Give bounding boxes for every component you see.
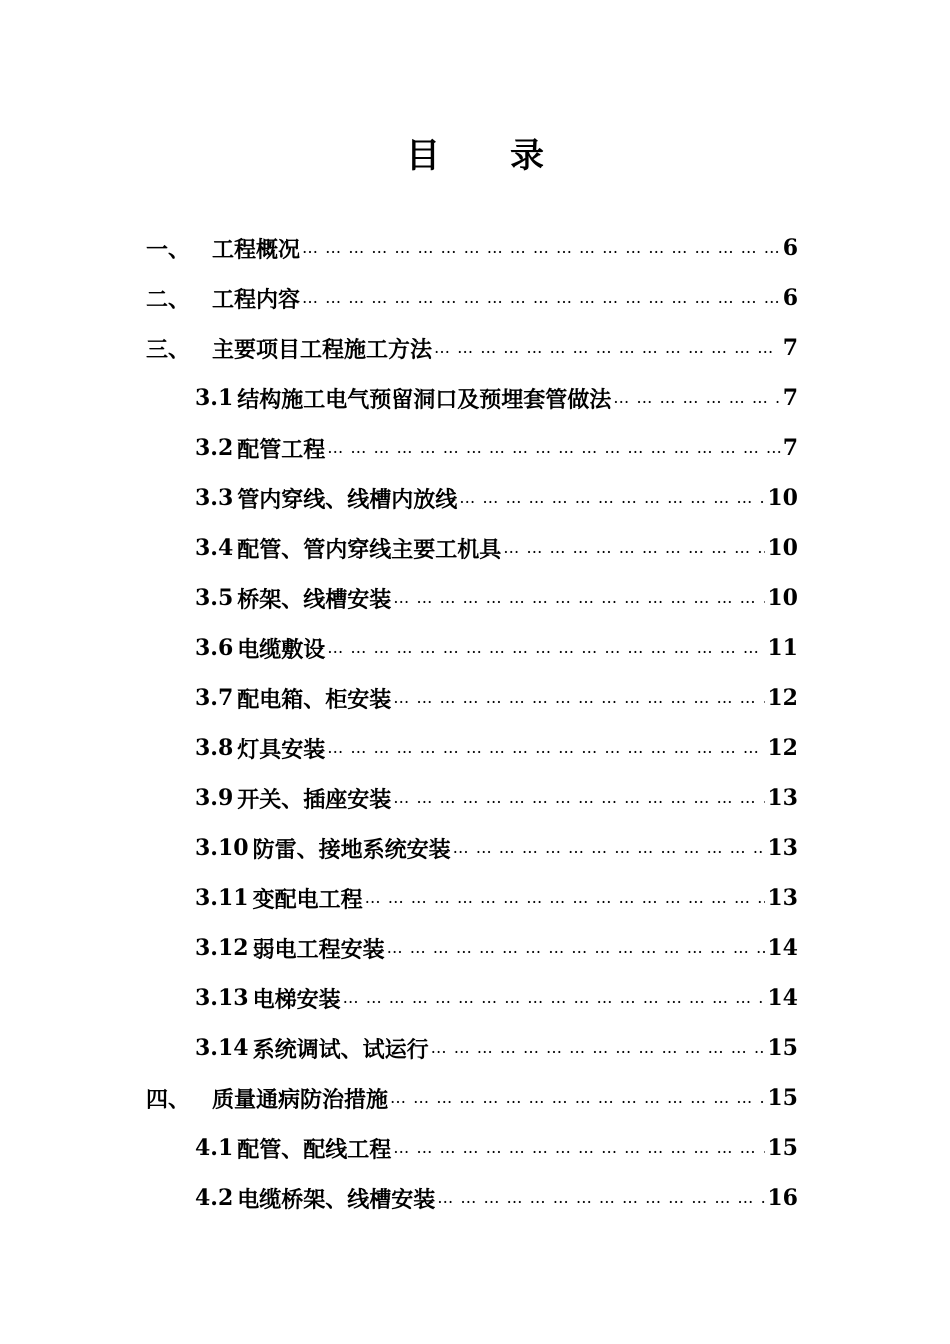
toc-dot-leader — [503, 528, 765, 568]
toc-entry-label: 工程概况 — [212, 236, 301, 263]
toc-entry-page: 10 — [767, 585, 798, 611]
toc-entry-label: 配管、管内穿线主要工机具 — [237, 536, 502, 563]
toc-entry-number: 4.1 — [195, 1135, 234, 1161]
toc-entry[interactable] — [195, 628, 798, 668]
toc-entry-number: 3.4 — [195, 535, 234, 561]
toc-entry-number: 四、 — [146, 1086, 191, 1113]
toc-entry-number: 3.13 — [195, 985, 249, 1011]
toc-entry-page: 13 — [767, 885, 798, 911]
toc-dot-leader — [387, 928, 766, 968]
title-char-2: 录 — [510, 136, 544, 176]
toc-entry-label: 配管、配线工程 — [237, 1136, 392, 1163]
toc-entry-number: 4.2 — [195, 1185, 234, 1211]
toc-entry[interactable] — [146, 328, 798, 368]
toc-entry[interactable] — [195, 828, 798, 868]
toc-entry-page: 7 — [782, 335, 798, 361]
toc-entry-number: 三、 — [146, 336, 191, 363]
toc-entry-page: 6 — [782, 285, 798, 311]
toc-dot-leader — [390, 1078, 765, 1118]
toc-entry-number: 3.10 — [195, 835, 249, 861]
toc-dot-leader — [453, 828, 766, 868]
toc-entry-page: 15 — [767, 1085, 798, 1111]
toc-entry-page: 6 — [782, 235, 798, 261]
toc-dot-leader — [327, 428, 780, 468]
toc-entry[interactable] — [146, 228, 798, 268]
toc-entry[interactable] — [146, 278, 798, 318]
toc-entry[interactable] — [195, 878, 798, 918]
toc-entry-page: 16 — [767, 1185, 798, 1211]
toc-entry-label: 系统调试、试运行 — [252, 1036, 429, 1063]
toc-entry[interactable] — [195, 578, 798, 618]
title-char-1: 目 — [406, 136, 440, 176]
toc-entry-label: 弱电工程安装 — [252, 936, 385, 963]
toc-entry-number: 3.14 — [195, 1035, 249, 1061]
toc-dot-leader — [393, 578, 765, 618]
toc-entry-label: 配电箱、柜安装 — [237, 686, 392, 713]
toc-entry[interactable] — [195, 678, 798, 718]
toc-entry[interactable] — [195, 1178, 798, 1218]
page-title — [0, 128, 950, 177]
toc-entry[interactable] — [195, 1028, 798, 1068]
toc-dot-leader — [437, 1178, 765, 1218]
toc-entry-page: 11 — [767, 635, 798, 661]
toc-entry-page: 13 — [767, 835, 798, 861]
toc-dot-leader — [302, 278, 781, 318]
toc-entry-page: 13 — [767, 785, 798, 811]
toc-entry-label: 桥架、线槽安装 — [237, 586, 392, 613]
toc-entry-page: 10 — [767, 535, 798, 561]
toc-dot-leader — [393, 778, 765, 818]
toc-entry[interactable] — [195, 1128, 798, 1168]
toc-entry[interactable] — [195, 778, 798, 818]
toc-entry-label: 配管工程 — [237, 436, 326, 463]
toc-dot-leader — [431, 1028, 766, 1068]
toc-entry-label: 质量通病防治措施 — [212, 1086, 389, 1113]
toc-entry[interactable] — [195, 728, 798, 768]
toc-entry-number: 3.5 — [195, 585, 234, 611]
toc-entry-page: 7 — [782, 385, 798, 411]
toc-entry-page: 15 — [767, 1035, 798, 1061]
toc-entry-number: 3.9 — [195, 785, 234, 811]
toc-entry-label: 工程内容 — [212, 286, 301, 313]
toc-entry-label: 变配电工程 — [252, 886, 363, 913]
toc-entry-number: 3.3 — [195, 485, 234, 511]
toc-entry[interactable] — [195, 378, 798, 418]
toc-entry[interactable] — [195, 978, 798, 1018]
toc-entry-page: 7 — [782, 435, 798, 461]
toc-entry-label: 结构施工电气预留洞口及预埋套管做法 — [237, 386, 612, 413]
toc-entry-label: 防雷、接地系统安装 — [252, 836, 451, 863]
toc-dot-leader — [327, 728, 765, 768]
toc-entry[interactable] — [146, 1078, 798, 1118]
toc-entry-label: 电缆桥架、线槽安装 — [237, 1186, 436, 1213]
toc-entry-number: 3.12 — [195, 935, 249, 961]
toc-entry-label: 管内穿线、线槽内放线 — [237, 486, 458, 513]
toc-entry-number: 3.2 — [195, 435, 234, 461]
toc-dot-leader — [327, 628, 765, 668]
toc-entry-number: 3.8 — [195, 735, 234, 761]
toc-dot-leader — [613, 378, 780, 418]
toc-entry-page: 12 — [767, 735, 798, 761]
toc-entry-number: 一、 — [146, 236, 191, 263]
toc-entry-page: 12 — [767, 685, 798, 711]
toc-entry[interactable] — [195, 478, 798, 518]
toc-entry-number: 3.11 — [195, 885, 249, 911]
toc-dot-leader — [302, 228, 781, 268]
toc-entry-label: 电缆敷设 — [237, 636, 326, 663]
toc-entry-number: 二、 — [146, 286, 191, 313]
toc-entry[interactable] — [195, 528, 798, 568]
toc-dot-leader — [393, 678, 765, 718]
toc-entry-label: 开关、插座安装 — [237, 786, 392, 813]
toc-dot-leader — [459, 478, 765, 518]
toc-entry[interactable] — [195, 928, 798, 968]
toc-entry-number: 3.7 — [195, 685, 234, 711]
toc-entry-page: 15 — [767, 1135, 798, 1161]
toc-dot-leader — [393, 1128, 765, 1168]
toc-dot-leader — [434, 328, 781, 368]
toc-entry[interactable] — [195, 428, 798, 468]
toc-entry-number: 3.6 — [195, 635, 234, 661]
toc-entry-page: 14 — [767, 985, 798, 1011]
toc-entry-label: 灯具安装 — [237, 736, 326, 763]
toc-entry-label: 主要项目工程施工方法 — [212, 336, 433, 363]
toc-entry-page: 14 — [767, 935, 798, 961]
toc-dot-leader — [343, 978, 766, 1018]
toc-entry-page: 10 — [767, 485, 798, 511]
toc-dot-leader — [365, 878, 766, 918]
toc-entry-number: 3.1 — [195, 385, 234, 411]
toc-entry-label: 电梯安装 — [252, 986, 341, 1013]
